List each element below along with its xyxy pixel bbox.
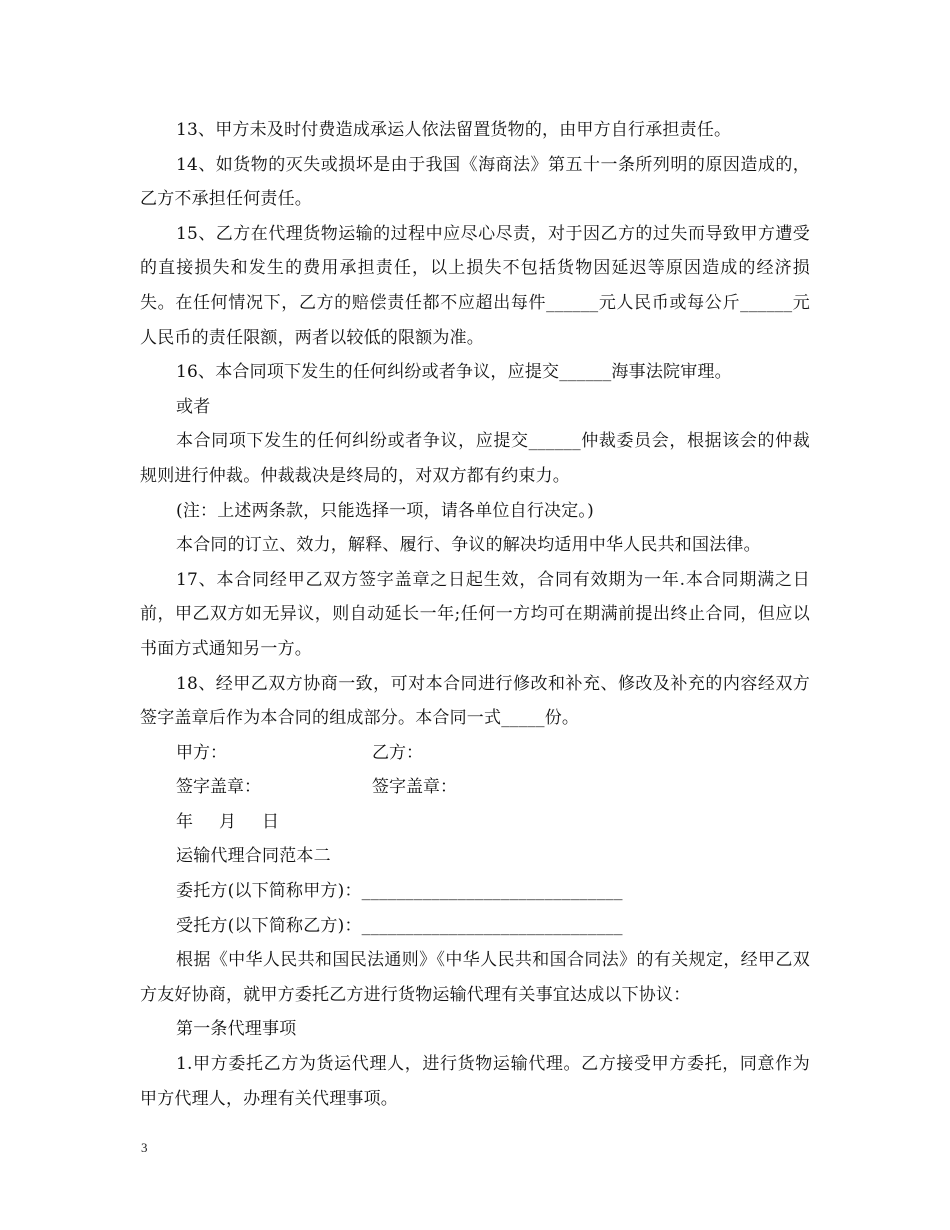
party-b-label: 乙方： [372, 742, 423, 763]
arbitration-clause: 本合同项下发生的任何纠纷或者争议，应提交______仲裁委员会，根据该会的仲裁规则进行仲裁。仲裁裁决是终局的，对双方都有约束力。 [140, 431, 810, 486]
page-number: 3 [141, 1140, 148, 1155]
party-b-sign-label: 签字盖章： [372, 777, 457, 798]
article-1-heading: 第一条代理事项 [176, 1019, 297, 1040]
note-text: (注：上述两条款，只能选择一项，请各单位自行决定。) [176, 500, 594, 521]
governing-law: 本合同的订立、效力，解释、履行、争议的解决均适用中华人民共和国法律。 [176, 535, 761, 556]
entrusting-party-line: 委托方(以下简称甲方)：______________________________ [176, 881, 623, 902]
clause-17: 17、本合同经甲乙双方签字盖章之日起生效，合同有效期为一年.本合同期满之日前，甲乙双方如无异议，则自动延长一年;任何一方均可在期满前提出终止合同，但应以书面方式通知另一方。 [140, 569, 810, 659]
year-label: 年 [176, 811, 193, 832]
document-page [140, 113, 810, 1116]
or-text: 或者 [176, 396, 211, 417]
clause-13: 13、甲方未及时付费造成承运人依法留置货物的，由甲方自行承担责任。 [176, 120, 732, 140]
party-row [140, 736, 810, 771]
party-a-label: 甲方： [176, 742, 227, 763]
date-row [140, 805, 810, 840]
preamble: 根据《中华人民共和国民法通则》《中华人民共和国合同法》的有关规定，经甲乙双方友好协商，就甲方委托乙方进行货物运输代理有关事宜达成以下协议： [140, 950, 810, 1005]
clause-14: 14、如货物的灭失或损坏是由于我国《海商法》第五十一条所列明的原因造成的， 乙方不承担任何责任。 [140, 154, 810, 210]
clause-18: 18、经甲乙双方协商一致，可对本合同进行修改和补充、修改及补充的内容经双方签字盖章后作为本合同的组成部分。本合同一式_____份。 [140, 673, 810, 729]
clause-16: 16、本合同项下发生的任何纠纷或者争议，应提交______海事法院审理。 [176, 362, 732, 383]
month-label: 月 [219, 811, 236, 832]
party-a-sign-label: 签字盖章： [176, 777, 261, 798]
entrusted-party-line: 受托方(以下简称乙方)：______________________________ [176, 915, 623, 936]
day-label: 日 [262, 811, 279, 832]
section-title: 运输代理合同范本二 [176, 846, 331, 867]
clause-15: 15、乙方在代理货物运输的过程中应尽心尽责，对于因乙方的过失而导致甲方遭受的直接损失和发生的费用承担责任，以上损失不包括货物因延迟等原因造成的经济损失。在任何情况下，乙方的赔偿责任都不应超出每件______元人民币或每公斤______元人民币的责任限额，两者以较低的限额为准。 [140, 223, 810, 348]
sign-row [140, 770, 810, 805]
article-1-item-1: 1.甲方委托乙方为货运代理人，进行货物运输代理。乙方接受甲方委托，同意作为甲方代理人，办理有关代理事项。 [140, 1054, 810, 1109]
